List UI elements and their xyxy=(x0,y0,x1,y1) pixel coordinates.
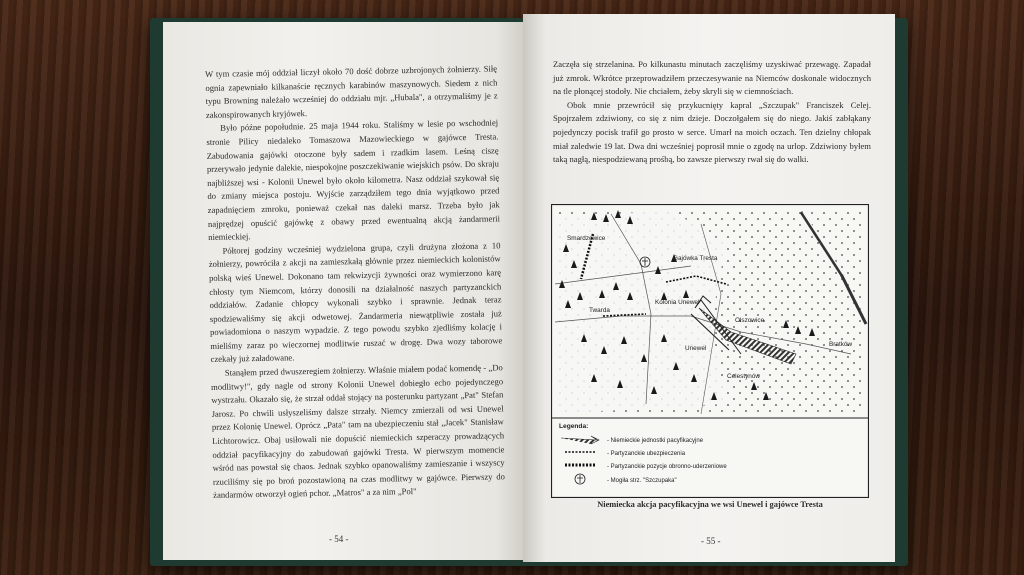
map-label-kolonia-unewel: Kolonia Unewel xyxy=(655,299,700,306)
map-label-smardzowice: Smardzowice xyxy=(567,235,606,242)
legend-item: - Partyzanckie pozycje obronno-uderzeniowe xyxy=(607,464,727,470)
legend-item: - Niemieckie jednostki pacyfikacyjne xyxy=(607,438,704,444)
legend-title: Legenda: xyxy=(559,423,589,430)
paragraph: Zaczęła się strzelanina. Po kilkunastu minutach zaczęliśmy uzyskiwać przewagę. Zapadał już zmrok. Wkrótce przeprowadziłem przeczesywanie na Niemców doskonale widocznych na tle płonącej stodoły. Nie chciałem, żeby skryli się w ciemnościach. xyxy=(553,59,871,97)
right-page-text xyxy=(553,58,871,167)
map-caption: Niemiecka akcja pacyfikacyjna we wsi Unewel i gajówce Tresta xyxy=(597,500,823,509)
legend-item: - Mogiła strz. "Szczupaka" xyxy=(607,478,677,484)
left-page xyxy=(163,22,525,560)
paragraph: Stanąłem przed dwuszeregiem żołnierzy. Właśnie miałem podać komendę - „Do modlitwy!", gdy nagle od strony Kolonii Unewel dobiegło echo pojedynczego wystrzału. Okazało się, że strzał oddał stojący na posterunku partyzant „Pat" Stefan Jarosz. Po chwili usłyszeliśmy dalsze strzały. Niemcy zmierzali od wsi Unewel przez Kolonię Unewel. Oprócz „Pata" tam na ubezpieczeniu stał „Jacek" Stanisław Lichtorowicz. Obaj usiłowali nie dopuścić niemieckich szperaczy prowadzących oddział pacyfikacyjny do zabudowań gajówki Tresta. W pierwszym momencie wśród nas powstał się chaos. Jednak szybko opanowaliśmy zamieszanie i wszyscy rzuciliśmy się po broń pozostawioną na czas modlitwy w gajówce. Pierwszy do żandarmów otworzył ogień pchor. „Matros" a za nim „Pol" xyxy=(211,362,505,501)
map-label-gajowka: Gajówka Tresta xyxy=(673,255,718,262)
paragraph: Obok mnie przewrócił się przykucnięty kapral „Szczupak" Franciszek Celej. Spojrzałem zdziwiony, co się z nim dzieje. Doczołgałem się do niego. Jakiś zabłąkany pojedynczy pocisk trafił go prosto w serce. Umarł na moich oczach. Ten dzielny chłopak miał zaledwie 19 lat. Dwa dni wcześniej poprosił mnie o zgodę na urlop. Zdziwiony byłem taką nagłą, niespodziewaną prośbą, bo zawsze pierwszy rwał się do walki. xyxy=(553,99,871,165)
map-label-twarda: Twarda xyxy=(589,307,610,314)
right-page xyxy=(523,14,895,562)
map xyxy=(551,204,869,498)
map-label-unewel: Unewel xyxy=(685,345,707,352)
map-figure xyxy=(551,204,869,498)
map-label-olszowice: Olszowice xyxy=(735,317,765,324)
paragraph: Było późne popołudnie. 25 maja 1944 roku. Staliśmy w lesie po wschodniej stronie Pilicy niedaleko Tomaszowa Mazowieckiego w gajówce Tresta. Zabudowania gajówki otoczone były sadem i rzadkim lasem. Leśną ciszę przerywało jedynie dalekie, niespokojne poszczekiwanie wiejskich psów. Do skraju najbliższej wsi - Kolonii Unewel było około kilometra. Nasz oddział szykował się do zmiany miejsca postoju. Wyjście zarządziłem tego dnia wyjątkowo przed zapadnięciem zmroku, ponieważ czekał nas daleki marsz. Trzeba było jak najprędzej opuścić gajówkę z obawy przed ewentualną akcją żandarmerii niemieckiej. xyxy=(206,117,501,243)
paragraph: W tym czasie mój oddział liczył około 70 dość dobrze uzbrojonych żołnierzy. Siłę ognia zapewniało kilkanaście ręcznych karabinów maszynowych. Siedem z nich typu Browning należało wcześniej do oddziału mjr. „Hubala", a otrzymaliśmy je z zakonspirowanych kryjówek. xyxy=(205,63,498,120)
page-number: - 55 - xyxy=(701,536,721,546)
map-label-celestynow: Celestynów xyxy=(727,373,761,380)
map-label-bratkow: Bratków xyxy=(829,341,853,348)
left-page-text xyxy=(205,62,505,503)
legend-item: - Partyzanckie ubezpieczenia xyxy=(607,451,686,457)
paragraph: Półtorej godziny wcześniej wydzielona grupa, czyli drużyna złożona z 10 żołnierzy, powróciła z akcji na zamieszkałą głównie przez niemieckich kolonistów polską wieś Unewel. Dokonano tam rekwizycji żywności oraz wymierzono karę chłosty tym Niemcom, którzy donosili na działalność naszych partyzanckich oddziałów. Zadanie chłopcy wykonali szybko i sprawnie. Jednak teraz spodziewaliśmy się akcji odwetowej. Żandarmeria niewątpliwie została już powiadomiona o naszym wypadzie. Z tego powodu szybko zjedliśmy kolację i mieliśmy zaraz po wieczornej modlitwie ruszać w drogę. Dwa wozy taborowe czekały już załadowane. xyxy=(208,240,503,365)
page-number: - 54 - xyxy=(329,534,349,544)
